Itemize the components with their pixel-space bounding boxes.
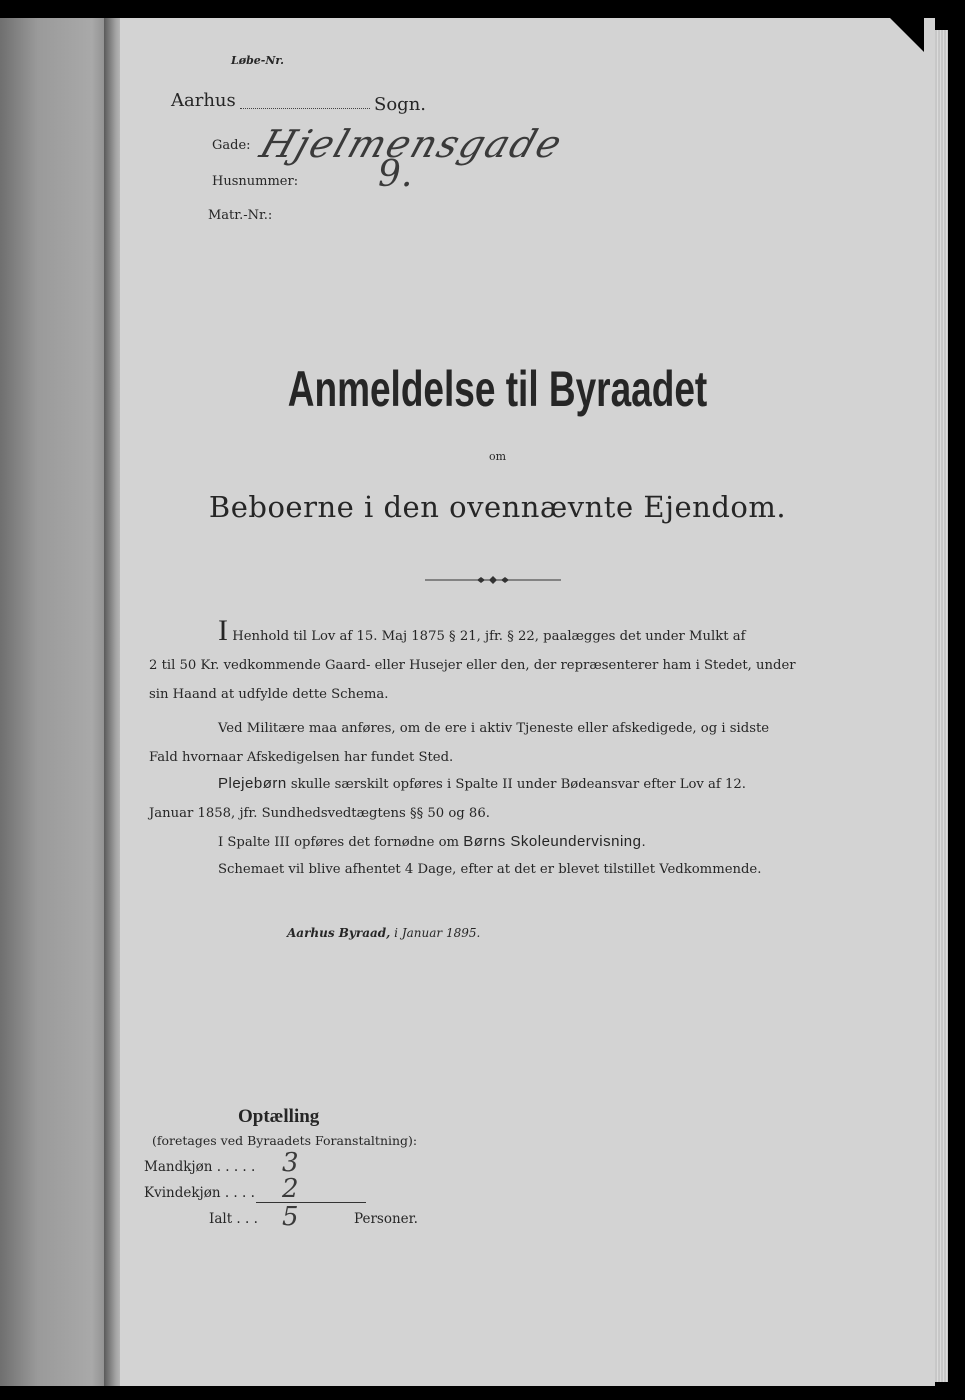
p1-line1: Henhold til Lov af 15. Maj 1875 § 21, jfr. § 22, paalægges det under Mulkt af bbox=[228, 629, 746, 644]
p2-line1: Ved Militære maa anføres, om de ere i aktiv Tjeneste eller afskedigede, og i sidste bbox=[218, 721, 770, 736]
ornament-divider bbox=[425, 572, 561, 588]
p2-line2: Fald hvornaar Afskedigelsen har fundet Sted. bbox=[149, 750, 454, 765]
count-subtitle: (foretages ved Byraadets Foranstaltning): bbox=[152, 1133, 418, 1148]
gade-label: Gade: bbox=[212, 138, 251, 153]
signature-date: i Januar 1895. bbox=[390, 926, 481, 940]
p3-line1: skulle særskilt opføres i Spalte II under Bødeansvar efter Lov af 12. bbox=[286, 777, 746, 792]
men-count-value: 3 bbox=[282, 1148, 299, 1178]
title-container bbox=[120, 360, 875, 430]
lobe-nr-label: Løbe-Nr. bbox=[231, 54, 284, 67]
sogn-dotted-line bbox=[240, 94, 370, 109]
p5-text: Schemaet vil blive afhentet 4 Dage, efter at det er blevet tilstillet Vedkommende. bbox=[218, 862, 762, 877]
page-corner bbox=[890, 18, 924, 52]
p4-emphasis: Børns Skoleundervisning. bbox=[463, 833, 647, 850]
instruction-paragraph-3 bbox=[149, 769, 829, 828]
p4-text: I Spalte III opføres det fornødne om bbox=[218, 835, 464, 850]
persons-label: Personer. bbox=[354, 1211, 418, 1227]
husnummer-label: Husnummer: bbox=[212, 174, 299, 189]
total-count-value: 5 bbox=[282, 1202, 299, 1232]
drop-cap: I bbox=[218, 614, 228, 647]
women-count-label: Kvindekjøn . . . . bbox=[144, 1185, 255, 1201]
page-title: Anmeldelse til Byraadet bbox=[287, 361, 708, 417]
p1-line2: 2 til 50 Kr. vedkommende Gaard- eller Husejer eller den, der repræsenterer ham i Stedet, under bbox=[149, 658, 796, 673]
om-label: om bbox=[488, 450, 507, 463]
p3-emphasis: Plejebørn bbox=[218, 775, 287, 792]
total-count-label: Ialt . . . bbox=[209, 1211, 258, 1227]
p3-line2: Januar 1858, jfr. Sundhedsvedtægtens §§ 50 og 86. bbox=[149, 806, 490, 821]
page-subtitle: Beboerne i den ovennævnte Ejendom. bbox=[208, 490, 787, 524]
city-label: Aarhus bbox=[171, 90, 236, 111]
signature-org: Aarhus Byraad, bbox=[287, 926, 391, 940]
instruction-paragraph-1 bbox=[149, 614, 829, 709]
women-count-value: 2 bbox=[282, 1174, 299, 1204]
men-count-label: Mandkjøn . . . . . bbox=[144, 1159, 256, 1175]
instruction-paragraph-4 bbox=[149, 827, 829, 857]
left-facing-page bbox=[0, 18, 108, 1386]
count-title: Optælling bbox=[238, 1106, 320, 1127]
signature-line bbox=[287, 926, 480, 940]
p1-line3: sin Haand at udfylde dette Schema. bbox=[149, 687, 389, 702]
husnummer-handwritten-value: 9. bbox=[378, 154, 413, 195]
sogn-label: Sogn. bbox=[374, 94, 427, 115]
sum-rule bbox=[256, 1202, 366, 1203]
instruction-paragraph-2 bbox=[149, 714, 829, 772]
instruction-paragraph-5 bbox=[149, 855, 829, 884]
matr-nr-label: Matr.-Nr.: bbox=[208, 208, 273, 223]
gade-handwritten-value: Hjelmensgade bbox=[254, 122, 570, 166]
